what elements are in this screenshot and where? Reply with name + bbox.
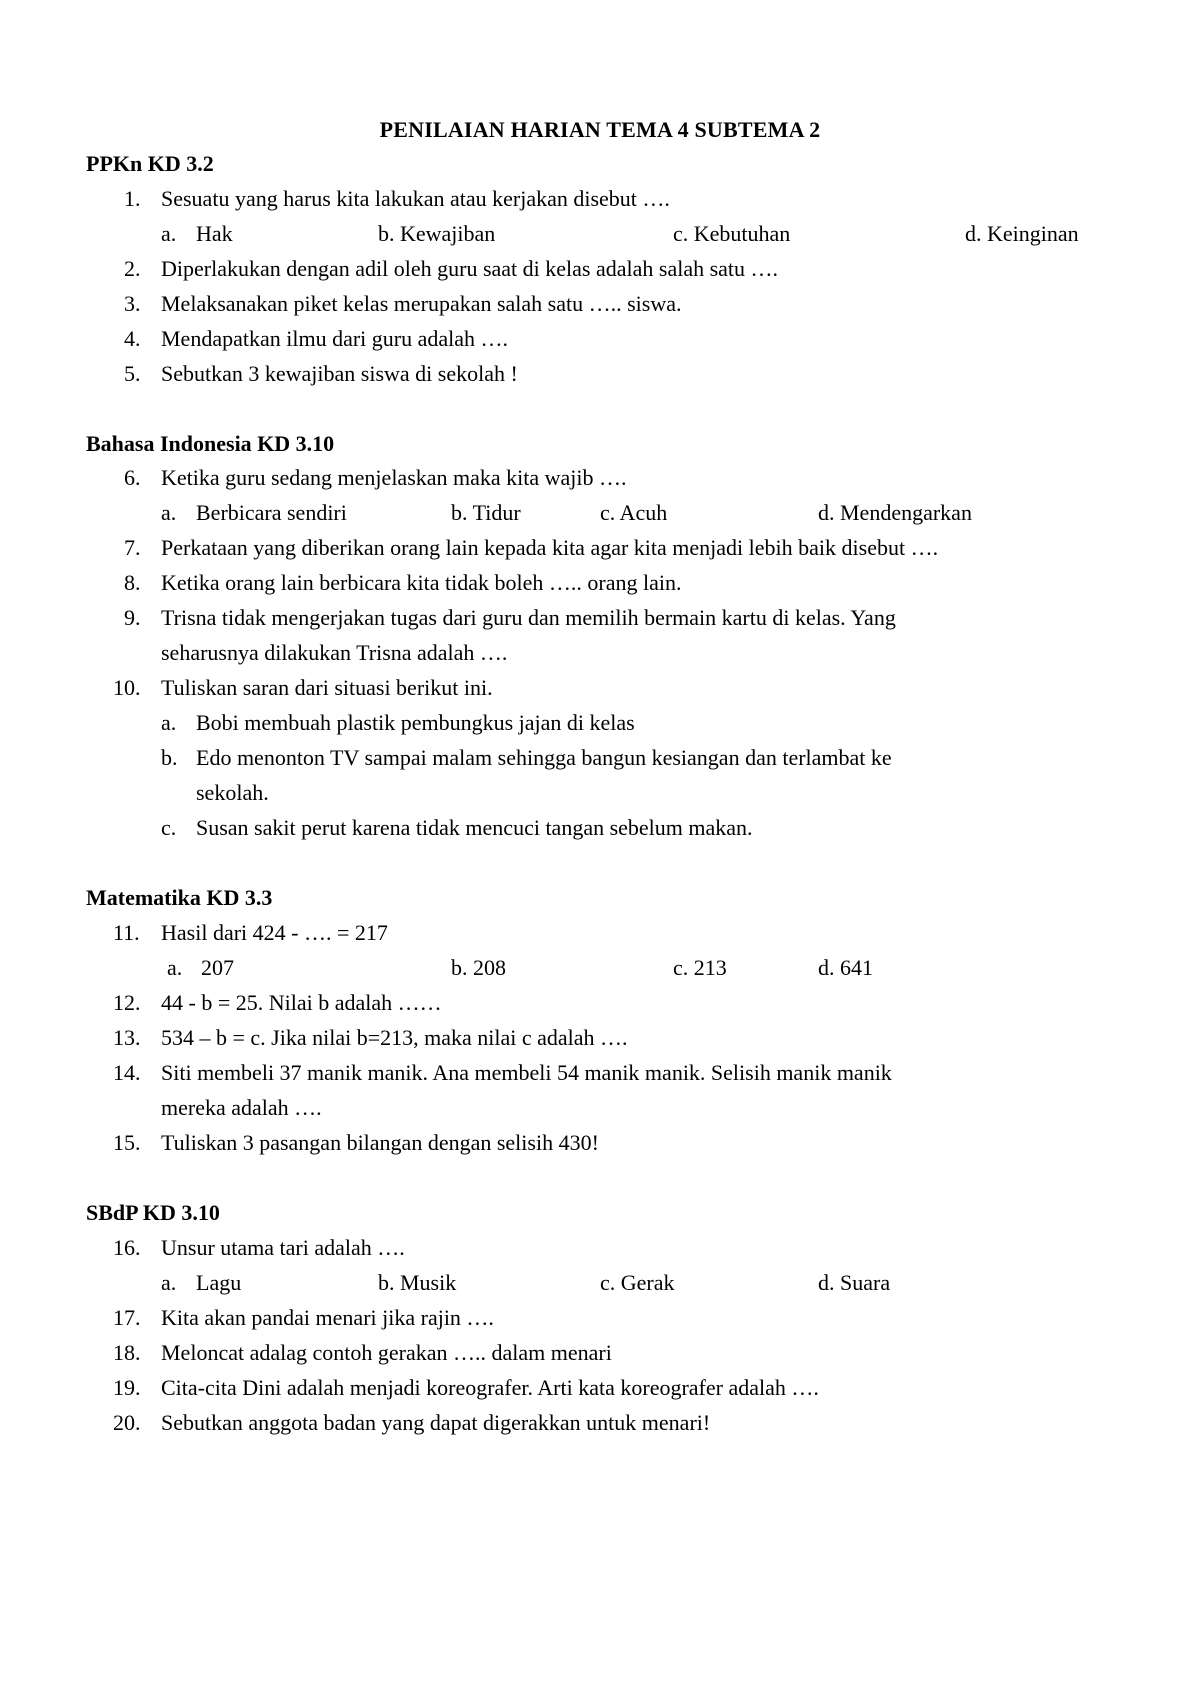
option-c: c. 213 [673, 955, 727, 980]
question-text: Ketika guru sedang menjelaskan maka kita wajib …. [161, 465, 627, 490]
option-b: b. Tidur [451, 500, 521, 525]
question-text: Tuliskan saran dari situasi berikut ini. [161, 675, 493, 700]
option-a: 207 [201, 955, 234, 980]
question-text: Trisna tidak mengerjakan tugas dari guru dan memilih bermain kartu di kelas. Yang [161, 605, 896, 630]
sub-item-letter: a. [161, 710, 177, 735]
option-a: Lagu [196, 1270, 242, 1295]
section-heading-bahasa-indonesia: Bahasa Indonesia KD 3.10 [86, 431, 335, 456]
option-letter: a. [161, 221, 177, 246]
question-text-continued: mereka adalah …. [161, 1095, 322, 1120]
question-number: 15. [113, 1130, 141, 1155]
section-heading-ppkn: PPKn KD 3.2 [86, 151, 214, 176]
option-d: d. Keinginan [965, 221, 1079, 246]
question-text: Diperlakukan dengan adil oleh guru saat di kelas adalah salah satu …. [161, 256, 779, 281]
option-letter: a. [161, 500, 177, 525]
option-c: c. Gerak [600, 1270, 675, 1295]
question-number: 18. [113, 1340, 141, 1365]
option-d: d. Mendengarkan [818, 500, 972, 525]
sub-item-text-continued: sekolah. [196, 780, 269, 805]
question-text: Perkataan yang diberikan orang lain kepada kita agar kita menjadi lebih baik disebut …. [161, 535, 939, 560]
question-number: 13. [113, 1025, 141, 1050]
question-number: 20. [113, 1410, 141, 1435]
page-title: PENILAIAN HARIAN TEMA 4 SUBTEMA 2 [379, 117, 821, 142]
question-number: 6. [124, 465, 141, 490]
question-number: 2. [124, 256, 141, 281]
question-number: 5. [124, 361, 141, 386]
option-b: b. 208 [451, 955, 506, 980]
question-number: 7. [124, 535, 141, 560]
question-number: 11. [113, 920, 140, 945]
question-number: 8. [124, 570, 141, 595]
sub-item-letter: b. [161, 745, 178, 770]
question-text: Hasil dari 424 - …. = 217 [161, 920, 388, 945]
option-letter: a. [167, 955, 183, 980]
sub-item-text: Susan sakit perut karena tidak mencuci tangan sebelum makan. [196, 815, 753, 840]
question-text: Sebutkan 3 kewajiban siswa di sekolah ! [161, 361, 518, 386]
question-number: 17. [113, 1305, 141, 1330]
option-c: c. Acuh [600, 500, 668, 525]
option-letter: a. [161, 1270, 177, 1295]
question-text: Kita akan pandai menari jika rajin …. [161, 1305, 494, 1330]
question-number: 1. [124, 186, 141, 211]
option-d: d. 641 [818, 955, 873, 980]
question-text-continued: seharusnya dilakukan Trisna adalah …. [161, 640, 508, 665]
question-text: Sebutkan anggota badan yang dapat digerakkan untuk menari! [161, 1410, 711, 1435]
question-number: 16. [113, 1235, 141, 1260]
question-text: Cita-cita Dini adalah menjadi koreografer. Arti kata koreografer adalah …. [161, 1375, 819, 1400]
option-b: b. Musik [378, 1270, 457, 1295]
option-c: c. Kebutuhan [673, 221, 791, 246]
question-text: Ketika orang lain berbicara kita tidak boleh ….. orang lain. [161, 570, 682, 595]
question-number: 12. [113, 990, 141, 1015]
question-number: 3. [124, 291, 141, 316]
question-text: Unsur utama tari adalah …. [161, 1235, 405, 1260]
question-text: Sesuatu yang harus kita lakukan atau kerjakan disebut …. [161, 186, 670, 211]
option-a: Berbicara sendiri [196, 500, 347, 525]
question-text: Mendapatkan ilmu dari guru adalah …. [161, 326, 509, 351]
question-text: 534 – b = c. Jika nilai b=213, maka nilai c adalah …. [161, 1025, 628, 1050]
question-text: Melaksanakan piket kelas merupakan salah satu ….. siswa. [161, 291, 682, 316]
section-heading-sbdp: SBdP KD 3.10 [86, 1200, 220, 1225]
question-number: 19. [113, 1375, 141, 1400]
option-a: Hak [196, 221, 233, 246]
question-number: 10. [113, 675, 141, 700]
sub-item-letter: c. [161, 815, 177, 840]
question-number: 9. [124, 605, 141, 630]
question-text: Siti membeli 37 manik manik. Ana membeli 54 manik manik. Selisih manik manik [161, 1060, 892, 1085]
question-text: 44 - b = 25. Nilai b adalah …… [161, 990, 442, 1015]
option-d: d. Suara [818, 1270, 891, 1295]
question-number: 4. [124, 326, 141, 351]
sub-item-text: Bobi membuah plastik pembungkus jajan di kelas [196, 710, 635, 735]
question-number: 14. [113, 1060, 141, 1085]
option-b: b. Kewajiban [378, 221, 496, 246]
sub-item-text: Edo menonton TV sampai malam sehingga bangun kesiangan dan terlambat ke [196, 745, 892, 770]
question-text: Meloncat adalag contoh gerakan ….. dalam menari [161, 1340, 612, 1365]
question-text: Tuliskan 3 pasangan bilangan dengan selisih 430! [161, 1130, 599, 1155]
section-heading-matematika: Matematika KD 3.3 [86, 885, 273, 910]
